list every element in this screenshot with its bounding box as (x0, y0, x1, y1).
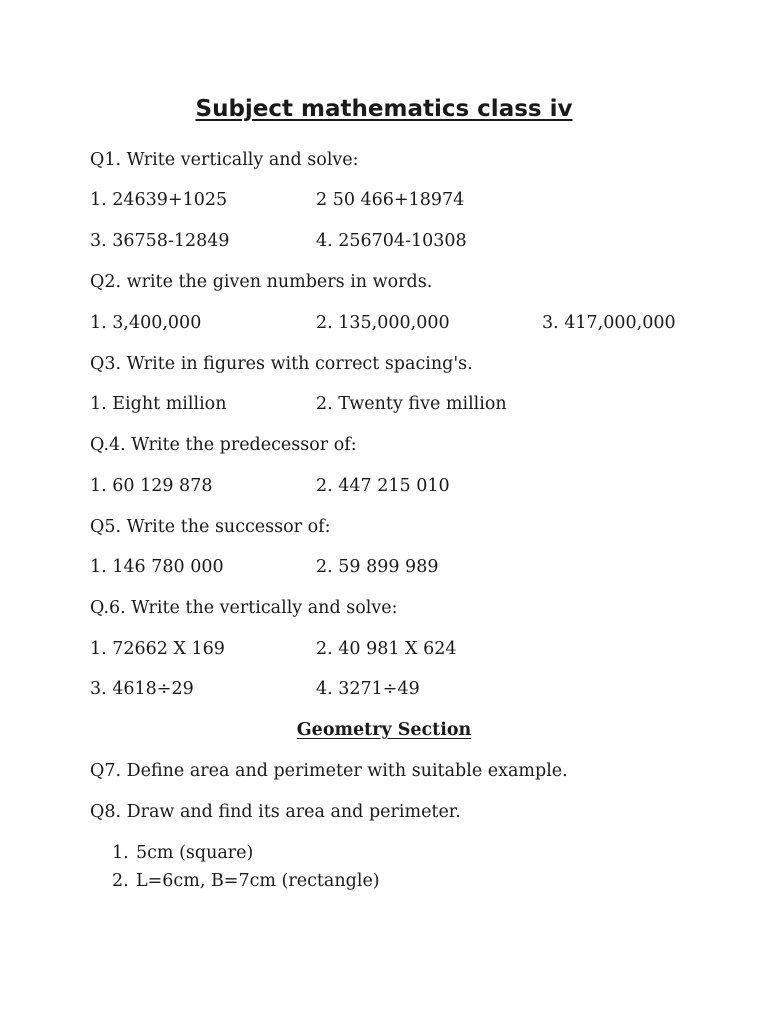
q3-item-2: 2. Twenty five million (316, 394, 507, 414)
q1-item-4: 4. 256704-10308 (316, 231, 467, 251)
q5-item-2: 2. 59 899 989 (316, 557, 439, 577)
q2-heading: Q2. write the given numbers in words. (90, 272, 433, 292)
q1-heading: Q1. Write vertically and solve: (90, 150, 359, 170)
q8-heading: Q8. Draw and find its area and perimeter. (90, 802, 461, 822)
q1-item-3: 3. 36758-12849 (90, 231, 230, 251)
q5-item-1: 1. 146 780 000 (90, 557, 224, 577)
q2-item-1: 1. 3,400,000 (90, 313, 202, 333)
q3-item-1: 1. Eight million (90, 394, 227, 414)
q6-item-3: 3. 4618÷29 (90, 679, 194, 699)
q4-heading: Q.4. Write the predecessor of: (90, 435, 357, 455)
q1-item-1: 1. 24639+1025 (90, 190, 228, 210)
q6-item-1: 1. 72662 X 169 (90, 639, 225, 659)
page-title: Subject mathematics class iv (195, 96, 573, 122)
q8-list-item-1: 5cm (square) (136, 843, 254, 863)
q2-item-2: 2. 135,000,000 (316, 313, 450, 333)
q8-list-item-2: L=6cm, B=7cm (rectangle) (136, 871, 380, 891)
q6-heading: Q.6. Write the vertically and solve: (90, 598, 398, 618)
q1-item-2: 2 50 466+18974 (316, 190, 465, 210)
q8-list-number-2: 2. (112, 871, 129, 891)
q6-item-4: 4. 3271÷49 (316, 679, 420, 699)
q6-item-2: 2. 40 981 X 624 (316, 639, 457, 659)
q4-item-2: 2. 447 215 010 (316, 476, 450, 496)
q2-item-3: 3. 417,000,000 (542, 313, 676, 333)
q4-item-1: 1. 60 129 878 (90, 476, 213, 496)
q3-heading: Q3. Write in figures with correct spacing's. (90, 354, 473, 374)
q5-heading: Q5. Write the successor of: (90, 517, 331, 537)
q8-list-number-1: 1. (112, 843, 129, 863)
geometry-section-heading: Geometry Section (296, 720, 472, 740)
q7-heading: Q7. Define area and perimeter with suitable example. (90, 761, 568, 781)
